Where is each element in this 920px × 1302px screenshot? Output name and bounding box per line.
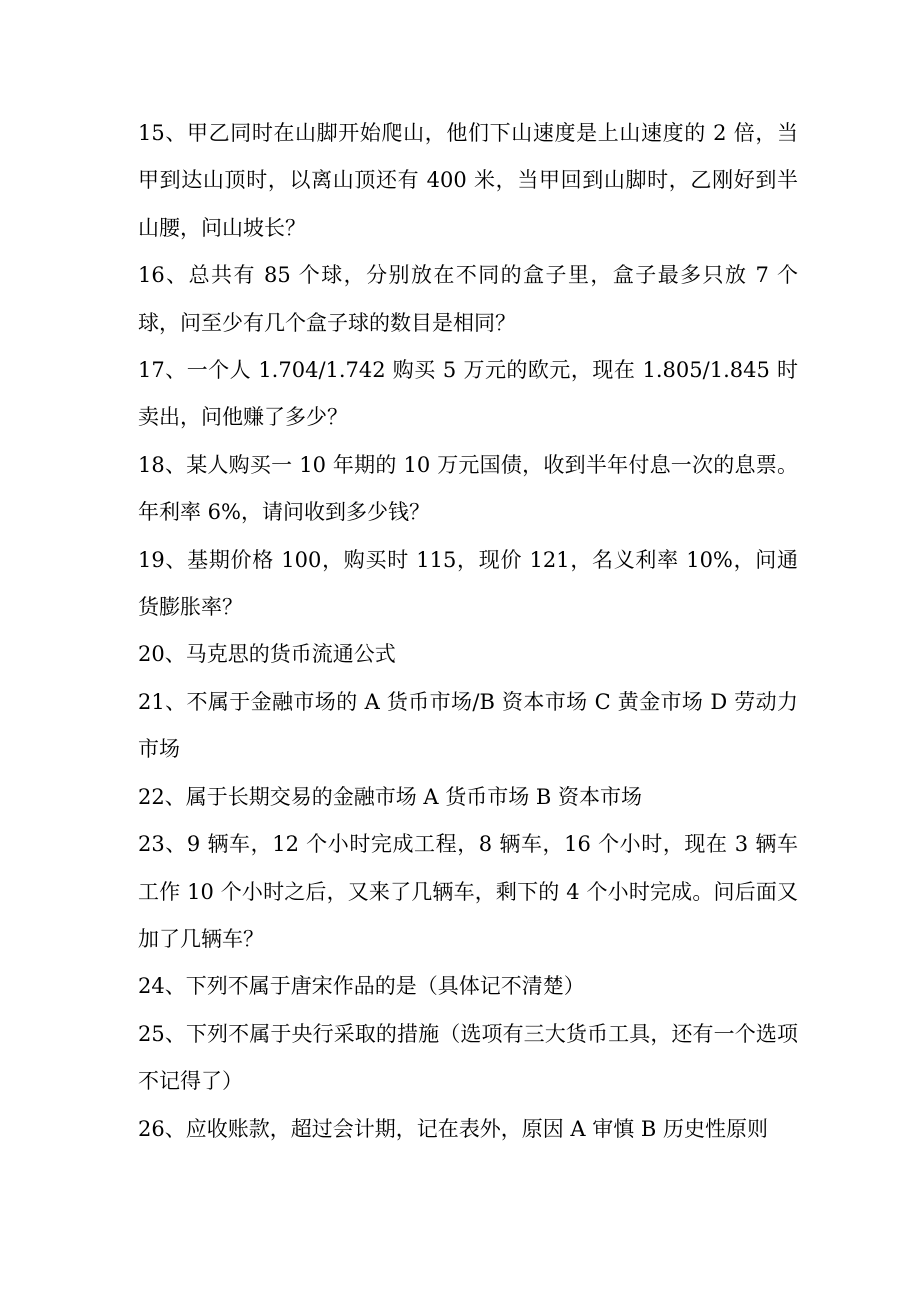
question-24: 24、下列不属于唐宋作品的是（具体记不清楚） — [138, 974, 585, 999]
question-20: 20、马克思的货币流通公式 — [138, 642, 396, 667]
question-21: 21、不属于金融市场的 A 货币市场/B 资本市场 C 黄金市场 D 劳动力市场 — [138, 689, 798, 762]
question-25: 25、下列不属于央行采取的措施（选项有三大货币工具，还有一个选项不记得了） — [138, 1021, 798, 1094]
question-list — [138, 110, 798, 1153]
question-23: 23、9 辆车，12 个小时完成工程，8 辆车，16 个小时，现在 3 辆车工作 10 个小时之后，又来了几辆车，剩下的 4 个小时完成。问后面又加了几辆车？ — [138, 832, 798, 951]
question-18: 18、某人购买一 10 年期的 10 万元国债，收到半年付息一次的息票。年利率 6%，请问收到多少钱？ — [138, 452, 798, 525]
question-22: 22、属于长期交易的金融市场 A 货币市场 B 资本市场 — [138, 784, 643, 809]
question-16: 16、总共有 85 个球，分别放在不同的盒子里，盒子最多只放 7 个球，问至少有几个盒子球的数目是相同？ — [138, 263, 798, 335]
question-15: 15、甲乙同时在山脚开始爬山，他们下山速度是上山速度的 2 倍，当甲到达山顶时，以离山顶还有 400 米，当甲回到山脚时，乙刚好到半山腰，问山坡长？ — [138, 121, 798, 240]
question-17: 17、一个人 1.704/1.742 购买 5 万元的欧元，现在 1.805/1.845 时卖出，问他赚了多少？ — [138, 358, 798, 430]
question-26: 26、应收账款，超过会计期，记在表外，原因 A 审慎 B 历史性原则 — [138, 1116, 769, 1141]
question-19: 19、基期价格 100，购买时 115，现价 121，名义利率 10%，问通货膨胀率？ — [138, 547, 798, 620]
